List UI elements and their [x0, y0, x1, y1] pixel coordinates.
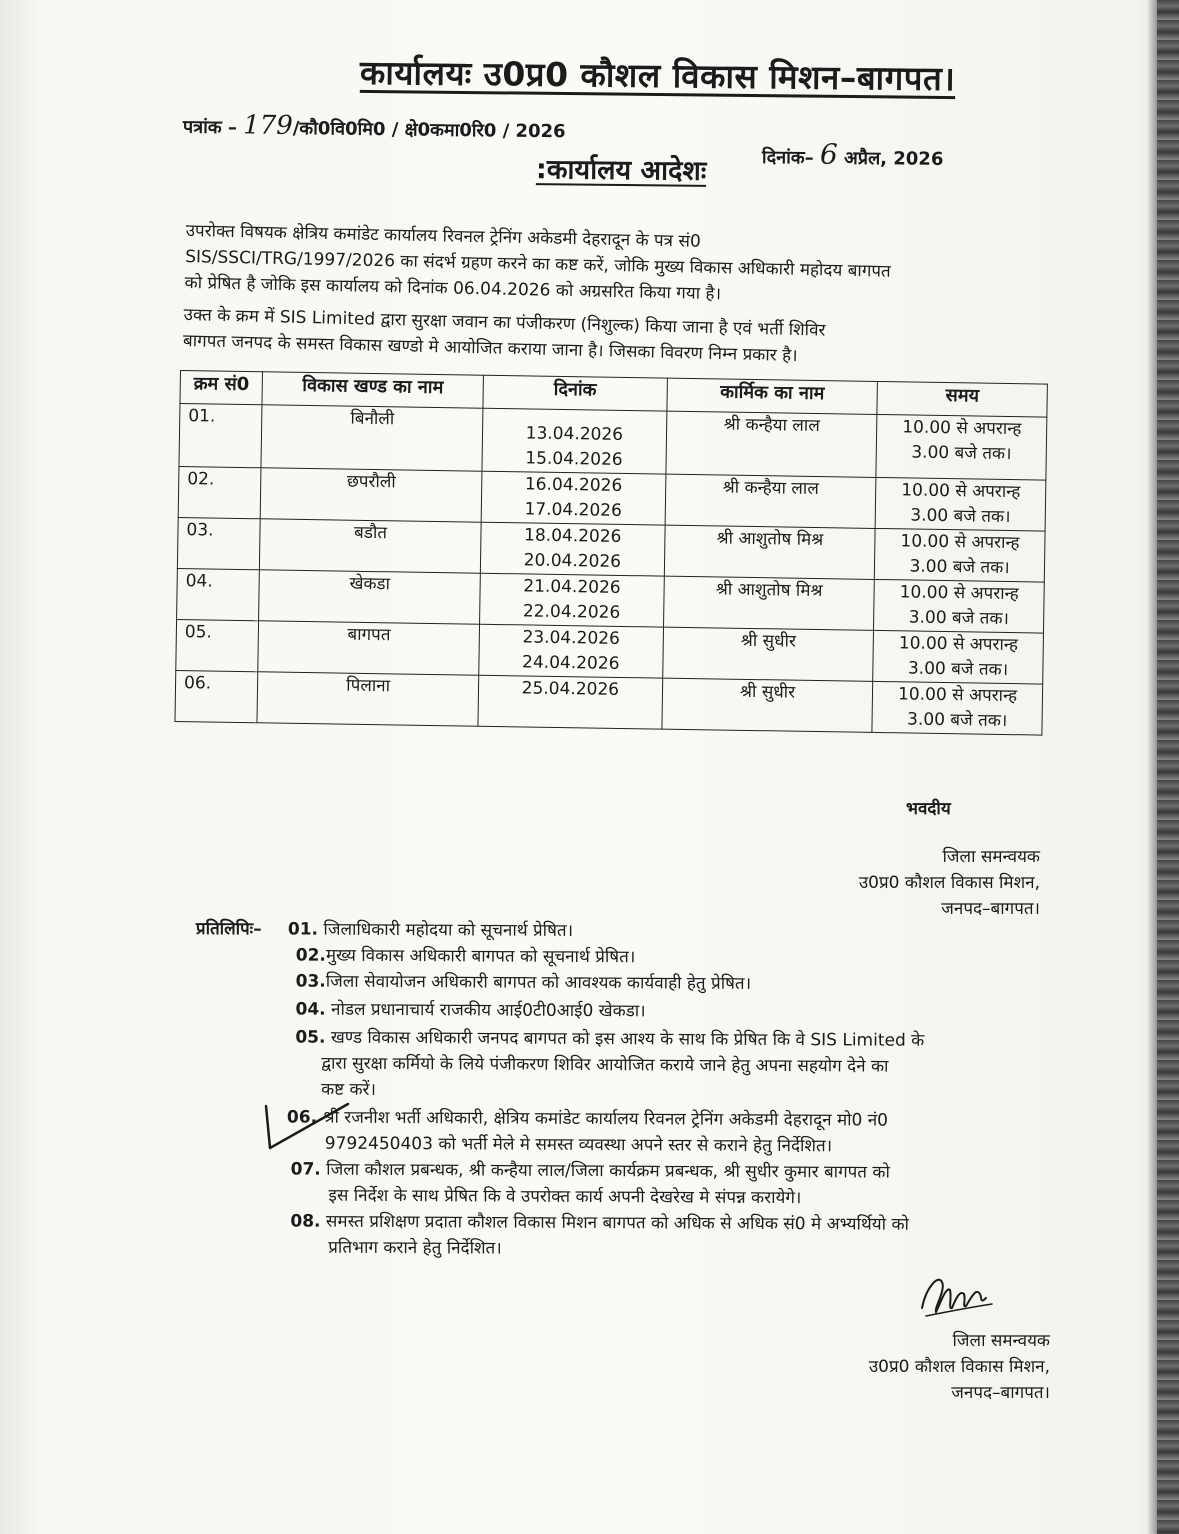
copy-item [295, 997, 645, 1025]
copy-item-number: 08. [290, 1211, 321, 1232]
cell-serial: 05. [176, 619, 259, 671]
office-title: कार्यालयः उ0प्र0 कौशल विकास मिशन–बागपत। [359, 52, 956, 99]
time-start: 10.00 से अपरान्ह [901, 480, 1021, 503]
time-end: 3.00 बजे तक। [911, 442, 1012, 465]
scan-edge [1157, 0, 1179, 1534]
para1-line: को प्रेषित है जोकि इस कार्यालय को दिनांक 06.04.2026 को अग्रसरित किया गया है। [184, 272, 722, 305]
copy-item-number: 05. [295, 1027, 326, 1048]
date-prefix: दिनांक– [761, 147, 821, 169]
date-end: 15.04.2026 [525, 448, 623, 470]
copy-item-text: खण्ड विकास अधिकारी जनपद बागपत को इस आश्य के साथ कि प्रेषित कि वे SIS Limited के [330, 1027, 925, 1051]
signatory-office: उ0प्र0 कौशल विकास मिशन, [868, 1357, 1050, 1377]
date-start: 13.04.2026 [525, 423, 624, 445]
signatory-district: जनपद–बागपत। [951, 1383, 1050, 1403]
copy-item [296, 969, 752, 997]
copy-item-number: 03. [295, 971, 326, 992]
copy-item [287, 1104, 888, 1133]
copy-item-continuation: द्वारा सुरक्षा कर्मियो के लिये पंजीकरण शिविर आयोजित कराये जाने हेतु अपना सहयोग देने का [321, 1053, 889, 1077]
copy-item [296, 943, 636, 971]
date-start: 21.04.2026 [523, 576, 621, 598]
letter-date [762, 137, 944, 172]
order-title: :कार्यालय आदेशः [535, 154, 707, 187]
header-date: दिनांक [483, 375, 667, 411]
copy-item-number: 06. [286, 1107, 318, 1128]
cell-date [480, 522, 665, 576]
para1-line: SIS/SSCI/TRG/1997/2026 का संदर्भ ग्रहण करने का कष्ट करें, जोकि मुख्य विकास अधिकारी महोदय बागपत [184, 246, 891, 282]
copy-item-number: 01. [287, 919, 319, 940]
cell-serial: 02. [178, 466, 261, 518]
copy-item-text: श्री रजनीश भर्ती अधिकारी, क्षेत्रिय कमांडेट कार्यालय रिवनल ट्रेनिंग अकेडमी देहरादून मो0 नं0 [322, 1107, 889, 1131]
time-end: 3.00 बजे तक। [908, 607, 1010, 630]
copy-item [295, 1025, 924, 1054]
cell-serial: 04. [177, 568, 260, 620]
cell-block: छपरौली [261, 468, 482, 522]
para2-line: बागपत जनपद के समस्त विकास खण्डो मे आयोजित कराया जाना है। जिसका विवरण निम्न प्रकार है। [182, 330, 798, 367]
cell-time [875, 528, 1046, 582]
copy-item [291, 1156, 890, 1185]
header-time: समय [877, 381, 1047, 417]
copy-heading: प्रतिलिपिः– [195, 918, 262, 940]
cell-person: श्री कन्हैया लाल [665, 474, 876, 528]
cell-serial: 03. [177, 517, 260, 569]
date-handwritten-day: 6 [819, 137, 838, 171]
signatory-district: जनपद–बागपत। [941, 899, 1040, 919]
ref-handwritten-number: 179 [243, 110, 294, 142]
cell-date [478, 675, 663, 729]
para1-line: उपरोक्त विषयक क्षेत्रिय कमांडेट कार्यालय रिवनल ट्रेनिंग अकेडमी देहरादून के पत्र सं0 [185, 220, 701, 252]
camp-schedule-table [174, 370, 1047, 736]
header-block: विकास खण्ड का नाम [262, 372, 483, 408]
copy-item-continuation: इस निर्देश के साथ प्रेषित कि वे उपरोक्त कार्य अपनी देखरेख मे संपन्न करायेगे। [328, 1185, 802, 1209]
copy-item-text: नोडल प्रधानाचार्य राजकीय आई0टी0आई0 खेकडा। [330, 999, 646, 1022]
time-start: 10.00 से अपरान्ह [902, 417, 1022, 440]
letter-reference [183, 110, 566, 145]
cell-person: श्री आशुतोष मिश्र [664, 525, 875, 579]
copy-item-continuation: प्रतिभाग कराने हेतु निर्देशित। [328, 1237, 502, 1259]
date-end: 22.04.2026 [522, 601, 621, 623]
cell-time [876, 414, 1047, 480]
date-start: 23.04.2026 [522, 627, 621, 649]
copy-item-text: जिलाधिकारी महोदया को सूचनार्थ प्रेषित। [323, 919, 574, 941]
header-serial: क्रम सं0 [180, 371, 263, 405]
signature-block-2 [800, 1328, 1050, 1406]
time-end: 3.00 बजे तक। [910, 505, 1011, 528]
date-end: 20.04.2026 [523, 550, 622, 572]
copy-item-text: जिला सेवायोजन अधिकारी बागपत को आवश्यक कार्यवाही हेतु प्रेषित। [325, 971, 752, 994]
time-start: 10.00 से अपरान्ह [899, 582, 1019, 605]
time-end: 3.00 बजे तक। [906, 709, 1008, 732]
para2-line: उक्त के क्रम में SIS Limited द्वारा सुरक्षा जवान का पंजीकरण (निशुल्क) किया जाना है एवं भर्ती शिविर [183, 304, 826, 341]
signatory-designation: जिला समन्वयक [942, 847, 1040, 867]
cell-date [482, 408, 667, 474]
signatory-designation: जिला समन्वयक [952, 1331, 1050, 1351]
scan-shadow [1147, 0, 1157, 1534]
date-start: 25.04.2026 [521, 678, 620, 700]
paragraph-registration [183, 302, 826, 370]
time-end: 3.00 बजे तक। [907, 658, 1009, 681]
time-start: 10.00 से अपरान्ह [898, 633, 1019, 656]
cell-block: बडौत [260, 519, 481, 573]
signature-block-1 [790, 796, 1040, 922]
handwritten-signature-icon [916, 1268, 996, 1320]
copy-item-text: जिला कौशल प्रबन्धक, श्री कन्हैया लाल/जिला कार्यक्रम प्रबन्धक, श्री सुधीर कुमार बागपत को [326, 1159, 890, 1183]
cell-date [479, 624, 664, 678]
cell-block: बागपत [258, 621, 479, 675]
copy-item [290, 1208, 909, 1237]
ref-suffix: /कौ0वि0मि0 / क्षे0कमा0रि0 / 2026 [292, 118, 566, 143]
cell-time [874, 579, 1045, 633]
cell-person: श्री सुधीर [662, 678, 873, 732]
cell-time [872, 681, 1043, 735]
cell-block: पिलाना [257, 672, 478, 726]
cell-date [481, 471, 666, 525]
date-suffix: अप्रैल, 2026 [837, 147, 944, 170]
cell-person: श्री कन्हैया लाल [666, 411, 877, 477]
copy-item-text: समस्त प्रशिक्षण प्रदाता कौशल विकास मिशन बागपत को अधिक से अधिक सं0 मे अभ्यर्थियो को [325, 1211, 909, 1235]
cell-time [875, 477, 1046, 531]
copy-item-continuation: कष्ट करें। [321, 1079, 376, 1100]
header-person: कार्मिक का नाम [667, 378, 878, 414]
date-start: 18.04.2026 [523, 525, 622, 547]
copy-item-number: 07. [290, 1159, 321, 1180]
copy-item-number: 02. [295, 945, 326, 966]
ref-prefix: पत्रांक – [182, 116, 244, 139]
time-start: 10.00 से अपरान्ह [900, 531, 1020, 554]
handwritten-tick-mark-icon [262, 1098, 352, 1154]
time-start: 10.00 से अपरान्ह [897, 684, 1018, 707]
cell-serial: 06. [175, 670, 258, 722]
copy-item-continuation: 9792450403 को भर्ती मेले मे समस्त व्यवस्था अपने स्तर से कराने हेतु निर्देशित। [324, 1133, 833, 1157]
yours-faithfully: भवदीय [906, 799, 951, 819]
cell-block: खेकडा [259, 570, 480, 624]
cell-person: श्री आशुतोष मिश्र [663, 576, 874, 630]
cell-serial: 01. [179, 404, 262, 468]
cell-block: बिनौली [261, 405, 483, 471]
date-start: 16.04.2026 [524, 474, 623, 496]
cell-date [479, 573, 664, 627]
copy-item-text: मुख्य विकास अधिकारी बागपत को सूचनार्थ प्रेषित। [325, 945, 636, 968]
paragraph-reference [184, 218, 891, 311]
cell-person: श्री सुधीर [663, 627, 874, 681]
copy-item-number: 04. [295, 999, 326, 1020]
date-end: 17.04.2026 [524, 499, 623, 521]
copy-item [288, 916, 573, 943]
cell-time [873, 630, 1044, 684]
date-end: 24.04.2026 [521, 652, 620, 674]
time-end: 3.00 बजे तक। [909, 556, 1010, 579]
signatory-office: उ0प्र0 कौशल विकास मिशन, [858, 873, 1040, 893]
